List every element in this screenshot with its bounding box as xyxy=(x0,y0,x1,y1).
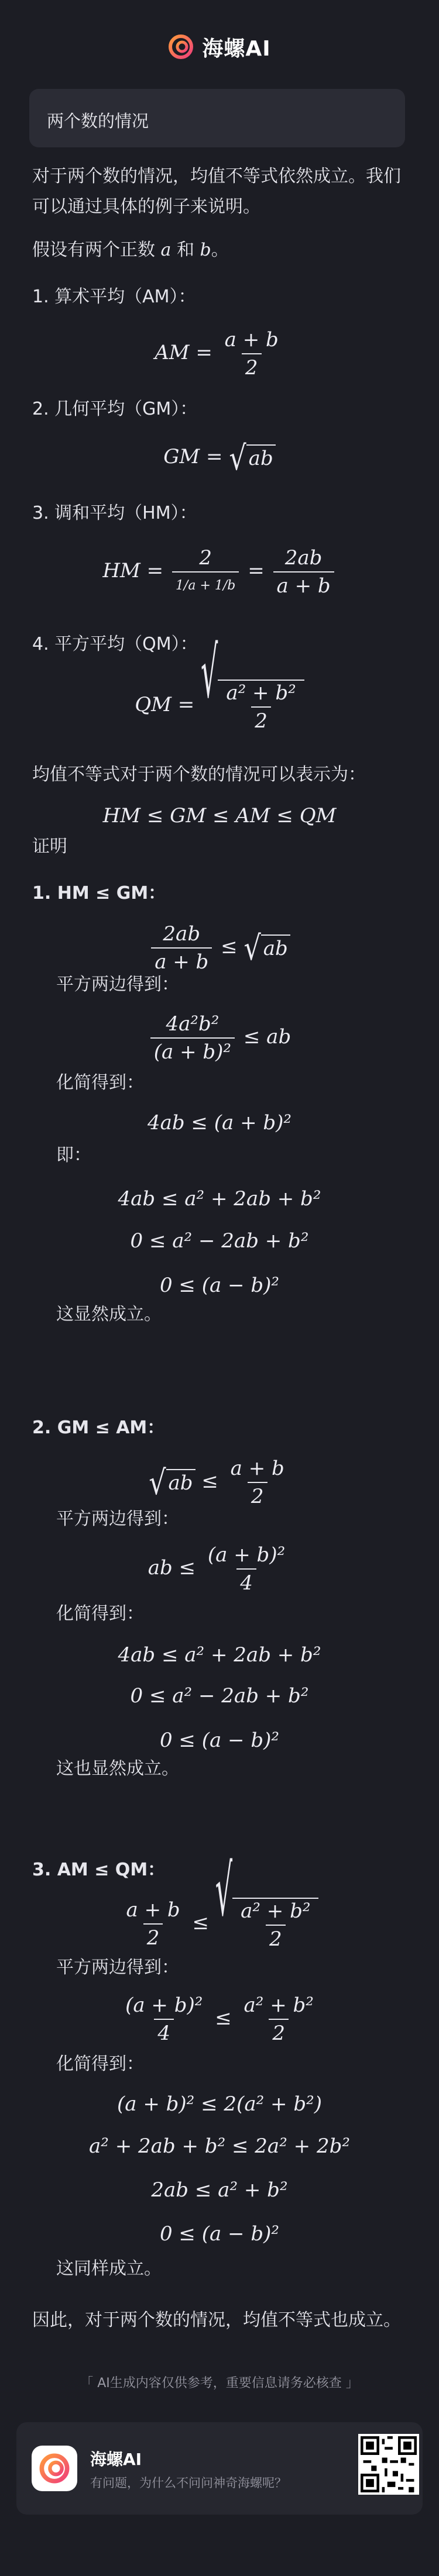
proof2-simplify-label: 化简得到： xyxy=(56,1603,144,1624)
proof3-line-2: a² + 2ab + b² ≤ 2a² + 2b² xyxy=(89,2134,350,2158)
proof2-squared: ab ≤ $\frac{\text{(a + b)²}}{4}$ xyxy=(148,1543,286,1595)
proof2-line-1: 4ab ≤ a² + 2ab + b² xyxy=(118,1643,321,1667)
app-header xyxy=(0,29,439,64)
proof3-simplify-label: 化简得到： xyxy=(56,2054,144,2074)
app-promo-card[interactable] xyxy=(16,2422,423,2515)
heading-gm: 2. 几何平均（GM）： xyxy=(32,399,198,419)
brand-name: 海螺AI xyxy=(202,36,271,61)
proof3-square-label: 平方两边得到： xyxy=(56,1957,179,1978)
formula-am: AM = $\frac{a + b}{2}$ xyxy=(155,328,279,380)
proof1-simplified: 4ab ≤ (a + b)² xyxy=(147,1111,292,1134)
proof2-inequality: √ ab ≤ $\frac{a + b}{2}$ xyxy=(149,1457,284,1508)
proof3-heading: 3. AM ≤ QM： xyxy=(32,1860,166,1880)
proof3-inequality: $\frac{a + b}{2}$ ≤ √ $\frac{\text{a² + b²}}{2}$ xyxy=(0,1898,439,1950)
intro-line-2: 可以通过具体的例子来说明。 xyxy=(32,196,260,217)
formula-hm: HM = $\frac{2}{1/a + 1/b}$ = $\frac{2ab}{a + b}$ xyxy=(0,547,439,597)
heading-hm: 3. 调和平均（HM）： xyxy=(32,503,197,523)
formula-gm: GM = √ ab xyxy=(0,444,439,471)
hailuo-logo-icon xyxy=(168,34,194,60)
app-icon xyxy=(32,2446,77,2491)
final-statement: 因此，对于两个数的情况，均值不等式也成立。 xyxy=(32,2310,401,2330)
heading-am: 1. 算术平均（AM）： xyxy=(32,287,196,307)
hailuo-app-icon xyxy=(38,2452,71,2485)
footer-app-name: 海螺AI xyxy=(90,2450,142,2469)
proof3-line-3: 2ab ≤ a² + b² xyxy=(151,2178,288,2202)
proof3-line-1: (a + b)² ≤ 2(a² + b²) xyxy=(117,2092,322,2116)
proof2-square-label: 平方两边得到： xyxy=(56,1509,179,1529)
qr-code-pattern xyxy=(361,2436,417,2492)
intro-line-1: 对于两个数的情况，均值不等式依然成立。我们 xyxy=(32,166,401,187)
proof1-line-3: 0 ≤ (a − b)² xyxy=(159,1274,280,1297)
footer-app-tagline: 有问题，为什么不问问神奇海螺呢？ xyxy=(90,2476,287,2490)
proof2-line-2: 0 ≤ a² − 2ab + b² xyxy=(130,1684,309,1708)
user-question: 两个数的情况 xyxy=(47,111,149,131)
formula-qm: QM = √ $\frac{\text{a² + b²}}{2}$ xyxy=(0,680,439,732)
chain-intro: 均值不等式对于两个数的情况可以表示为： xyxy=(32,764,366,785)
proof1-line-1: 4ab ≤ a² + 2ab + b² xyxy=(118,1187,321,1211)
proof1-squared: $\frac{\text{4a²b²}}{\text{(a + b)²}}$ ≤ ab xyxy=(0,1013,439,1063)
proof2-conclusion: 这也显然成立。 xyxy=(56,1758,179,1779)
proof1-square-label: 平方两边得到： xyxy=(56,974,179,995)
proof3-line-4: 0 ≤ (a − b)² xyxy=(159,2222,280,2246)
qr-code-icon[interactable] xyxy=(358,2434,419,2495)
proof1-heading: 1. HM ≤ GM： xyxy=(32,883,166,904)
proof1-namely-label: 即： xyxy=(56,1145,91,1165)
proof2-line-3: 0 ≤ (a − b)² xyxy=(159,1729,280,1752)
proof1-inequality: $\frac{2ab}{a + b}$ ≤ √ ab xyxy=(0,923,439,973)
proof3-squared: $\frac{\text{(a + b)²}}{4}$ ≤ $\frac{\text{a² + b²}}{2}$ xyxy=(125,1994,314,2045)
proof3-conclusion: 这同样成立。 xyxy=(56,2258,162,2279)
user-message-bubble xyxy=(29,89,405,147)
assume-text: 假设有两个正数 a 和 b。 xyxy=(32,240,229,260)
proof1-conclusion: 这显然成立。 xyxy=(56,1304,162,1325)
formula-chain: HM ≤ GM ≤ AM ≤ QM xyxy=(102,804,337,827)
proof1-line-2: 0 ≤ a² − 2ab + b² xyxy=(130,1229,309,1253)
proof2-heading: 2. GM ≤ AM： xyxy=(32,1418,165,1438)
proof-title: 证明 xyxy=(32,836,67,857)
heading-qm: 4. 平方平均（QM）： xyxy=(32,634,198,654)
proof1-simplify-label: 化简得到： xyxy=(56,1073,144,1093)
ai-disclaimer: 「 AI生成内容仅供参考，重要信息请务必核查 」 xyxy=(80,2376,359,2391)
